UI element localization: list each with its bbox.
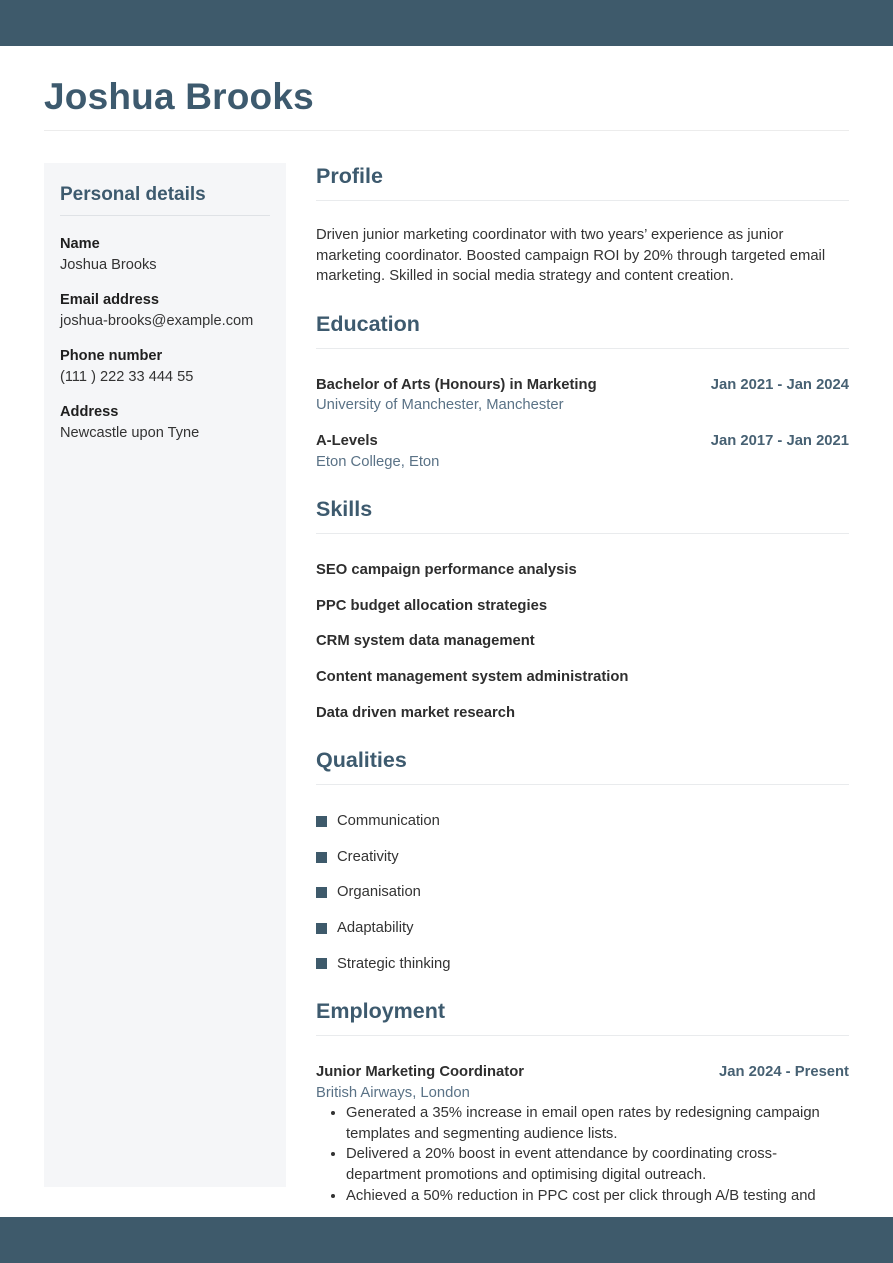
section-profile [316, 163, 849, 287]
education-dates: Jan 2017 - Jan 2021 [710, 432, 849, 449]
employment-entry-main [316, 1062, 524, 1103]
section-education [316, 311, 849, 472]
skill-item: PPC budget allocation strategies [316, 597, 548, 614]
skill-item: Data driven market research [316, 704, 516, 721]
square-bullet-icon [316, 816, 327, 827]
field-phone-value: (111 ) 222 33 444 55 [60, 369, 194, 385]
education-title: Education [316, 311, 849, 349]
education-entry-main [316, 375, 597, 416]
quality-item [316, 918, 849, 939]
field-email [60, 290, 270, 332]
profile-title: Profile [316, 163, 849, 201]
field-address-value: Newcastle upon Tyne [60, 425, 200, 441]
field-name [60, 234, 270, 276]
education-institution: University of Manchester, Manchester [316, 397, 564, 414]
quality-label: Strategic thinking [337, 955, 451, 972]
employment-dates: Jan 2024 - Present [719, 1064, 849, 1081]
quality-item [316, 811, 849, 832]
personal-details-title: Personal details [60, 183, 270, 216]
quality-item [316, 847, 849, 868]
name-divider [44, 130, 849, 131]
quality-label: Adaptability [337, 919, 414, 936]
education-degree: Bachelor of Arts (Honours) in Marketing [316, 376, 597, 393]
field-address [60, 402, 270, 444]
quality-label: Communication [337, 813, 440, 830]
skill-item: CRM system data management [316, 633, 535, 650]
square-bullet-icon [316, 852, 327, 863]
employment-company: British Airways, London [316, 1084, 470, 1101]
skill-item: Content management system administration [316, 668, 629, 685]
section-skills [316, 496, 849, 723]
education-entry [316, 431, 849, 472]
candidate-name: Joshua Brooks [44, 76, 314, 117]
section-employment [316, 998, 849, 1206]
field-phone [60, 346, 270, 388]
personal-details-panel [44, 163, 286, 1187]
field-email-value: joshua-brooks@example.com [60, 313, 254, 329]
education-degree: A-Levels [316, 432, 378, 449]
square-bullet-icon [316, 923, 327, 934]
employment-bullet: • Achieved a 50% reduction in PPC cost per click through A/B testing and [346, 1186, 849, 1207]
quality-item [316, 954, 849, 975]
employment-entry-header [316, 1062, 849, 1103]
employment-bullet: • Generated a 35% increase in email open rates by redesigning campaign templates and segmenting audience lists. [346, 1103, 849, 1144]
square-bullet-icon [316, 958, 327, 969]
quality-label: Creativity [337, 848, 399, 865]
bottom-accent-bar [0, 1217, 893, 1263]
field-email-label: Email address [60, 292, 159, 308]
field-phone-label: Phone number [60, 348, 163, 364]
cv-main-column [316, 163, 849, 1206]
field-address-label: Address [60, 404, 119, 420]
section-qualities [316, 747, 849, 974]
qualities-title: Qualities [316, 747, 849, 785]
employment-bullet-list [316, 1103, 849, 1206]
education-institution: Eton College, Eton [316, 453, 440, 470]
skills-title: Skills [316, 496, 849, 534]
quality-item [316, 882, 849, 903]
employment-bullet: • Delivered a 20% boost in event attendance by coordinating cross-department promotions and optimising digital outreach. [346, 1144, 849, 1185]
employment-title: Employment [316, 998, 849, 1036]
quality-label: Organisation [337, 884, 421, 901]
square-bullet-icon [316, 887, 327, 898]
employment-role: Junior Marketing Coordinator [316, 1064, 524, 1081]
field-name-label: Name [60, 236, 100, 252]
skill-item: SEO campaign performance analysis [316, 562, 577, 579]
education-entry-main [316, 431, 439, 472]
top-accent-bar [0, 0, 893, 46]
education-dates: Jan 2021 - Jan 2024 [710, 376, 849, 393]
education-entry [316, 375, 849, 416]
profile-text: Driven junior marketing coordinator with two years’ experience as junior marketing coordinator. Boosted campaign ROI by 20% through targeted email marketing. Skilled in social media strategy and content creation. [316, 227, 826, 285]
field-name-value: Joshua Brooks [60, 257, 157, 273]
